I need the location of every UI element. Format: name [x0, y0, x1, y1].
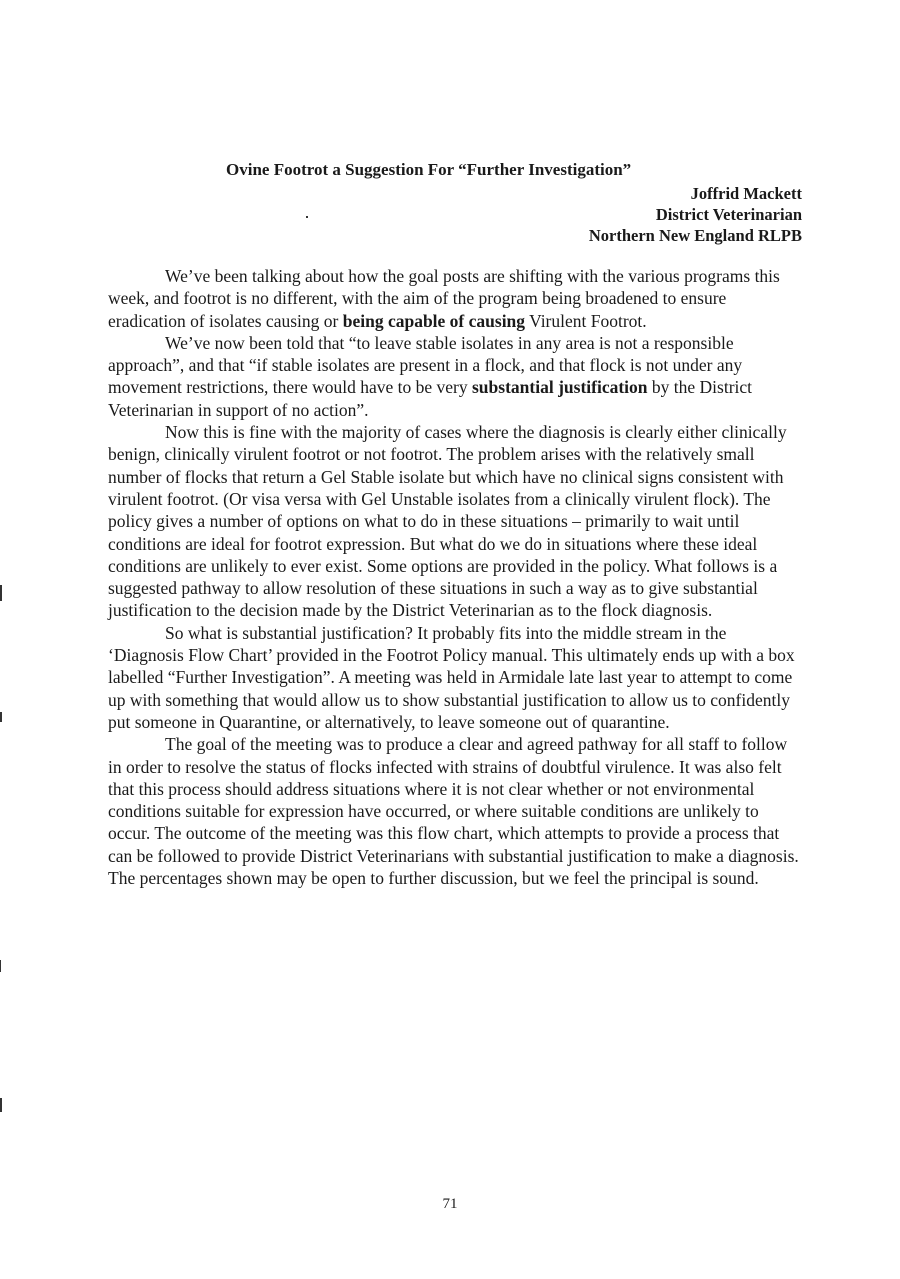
bold-phrase: substantial justification: [472, 377, 648, 398]
paragraph-text: We’ve been talking about how the goal posts are shifting with the various programs this week, and footrot is no different, with the aim of the program being broadened to ensure eradication of isolates causing or: [108, 266, 780, 331]
paragraph-text: Now this is fine with the majority of cases where the diagnosis is clearly either clinically benign, clinically virulent footrot or not footrot. The problem arises with the relatively small number of flocks that return a Gel Stable isolate but which have no clinical signs consistent with virulent footrot. (Or visa versa with Gel Unstable isolates from a clinically virulent flock). The policy gives a number of options on what to do in these situations – primarily to wait until conditions are ideal for footrot expression. But what do we do in situations where these ideal conditions are unlikely to ever exist. Some options are provided in the policy. What follows is a suggested pathway to allow resolution of these situations in such a way as to give substantial justification to the decision made by the District Veterinarian as to the flock diagnosis.: [108, 422, 787, 621]
document-title: Ovine Footrot a Suggestion For “Further Investigation”: [226, 160, 632, 179]
bold-phrase: being capable of causing: [342, 310, 526, 331]
paragraph-text: We’ve now been told that “to leave stable isolates in any area is not a responsible approach”, and that “if stable isolates are present in a flock, and that flock is not under any movement restrictions, there would have to be very: [108, 332, 743, 398]
body-paragraph: [108, 332, 802, 421]
paragraph-text: The goal of the meeting was to produce a clear and agreed pathway for all staff to follow in order to resolve the status of flocks infected with strains of doubtful virulence. It was also felt that this process should address situations where it is not clear whether or not environmental conditions suitable for expression have occurred, or where suitable conditions are unlikely to occur. The outcome of the meeting was this flow chart, which attempts to provide a process that can be followed to provide District Veterinarians with substantial justification to make a diagnosis. The percentages shown may be open to further discussion, but we feel the principal is sound.: [108, 734, 799, 889]
body-paragraph: [108, 421, 802, 622]
scan-mark: [0, 960, 1, 972]
author-block: [589, 183, 802, 246]
author-position: District Veterinarian: [655, 205, 802, 224]
scan-mark: [0, 712, 2, 722]
author-organization: Northern New England RLPB: [588, 226, 802, 245]
body-text: [108, 265, 802, 889]
scan-mark: [0, 585, 2, 601]
body-paragraph: [108, 733, 802, 889]
paragraph-text: So what is substantial justification? It probably fits into the middle stream in the ‘Diagnosis Flow Chart’ provided in the Footrot Policy manual. This ultimately ends up with a box labelled “Further Investigation”. A meeting was held in Armidale late last year to attempt to come up with something that would allow us to show substantial justification to allow us to confidently put someone in Quarantine, or alternatively, to leave someone out of quarantine.: [108, 622, 795, 732]
body-paragraph: [108, 265, 802, 332]
paragraph-text: by the District Veterinarian in support of no action”.: [108, 377, 753, 420]
body-paragraph: [108, 622, 802, 733]
scan-mark: [0, 1098, 2, 1112]
author-name: Joffrid Mackett: [690, 184, 802, 203]
page-number: 71: [442, 1196, 458, 1212]
scan-mark: [306, 216, 308, 218]
paragraph-text: Virulent Footrot.: [525, 310, 647, 331]
